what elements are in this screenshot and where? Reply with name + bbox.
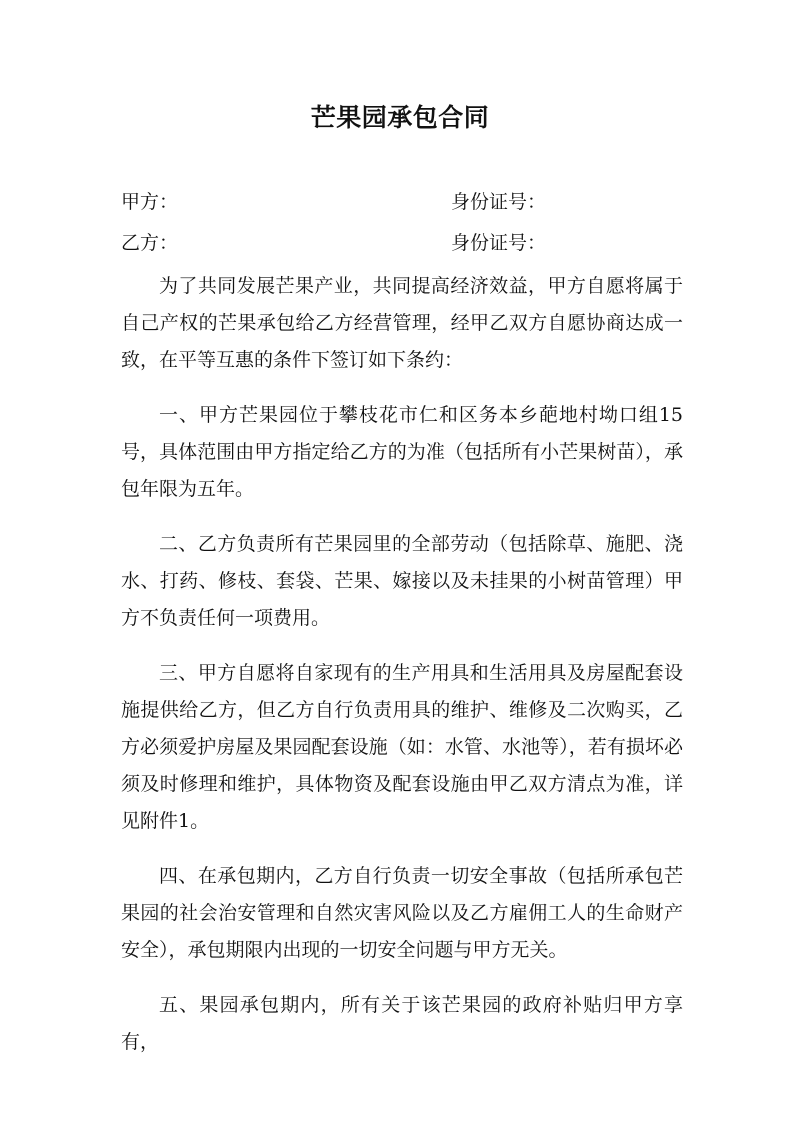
- clause-2-paragraph: 二、乙方负责所有芒果园里的全部劳动（包括除草、施肥、浇水、打药、修枝、套袋、芒果、嫁接以及未挂果的小树苗管理）甲方不负责任何一项费用。: [121, 533, 683, 629]
- party-a-label: 甲方：: [121, 191, 179, 213]
- contract-body: [121, 268, 683, 1079]
- clause-5-paragraph: 五、果园承包期内，所有关于该芒果园的政府补贴归甲方享有，: [121, 994, 683, 1053]
- party-b-row: [121, 228, 681, 258]
- clause-4-paragraph: 四、在承包期内，乙方自行负责一切安全事故（包括所承包芒果园的社会治安管理和自然灾害风险以及乙方雇佣工人的生命财产安全），承包期限内出现的一切安全问题与甲方无关。: [121, 865, 683, 961]
- party-b-label: 乙方：: [121, 232, 179, 254]
- party-a-row: [121, 187, 681, 217]
- document-title: 芒果园承包合同: [310, 103, 490, 132]
- party-b-id-label: 身份证号：: [451, 232, 547, 254]
- preamble-paragraph: 为了共同发展芒果产业，共同提高经济效益，甲方自愿将属于自己产权的芒果承包给乙方经营管理，经甲乙双方自愿协商达成一致，在平等互惠的条件下签订如下条约：: [121, 275, 683, 371]
- clause-3-paragraph: 三、甲方自愿将自家现有的生产用具和生活用具及房屋配套设施提供给乙方，但乙方自行负责用具的维护、维修及二次购买，乙方必须爱护房屋及果园配套设施（如：水管、水池等），若有损坏必须及时修理和维护，具体物资及配套设施由甲乙双方清点为准，详见附件1。: [121, 662, 683, 832]
- clause-1-paragraph: 一、甲方芒果园位于攀枝花市仁和区务本乡葩地村坳口组15号，具体范围由甲方指定给乙方的为准（包括所有小芒果树苗），承包年限为五年。: [121, 404, 683, 500]
- party-a-id-label: 身份证号：: [451, 191, 547, 213]
